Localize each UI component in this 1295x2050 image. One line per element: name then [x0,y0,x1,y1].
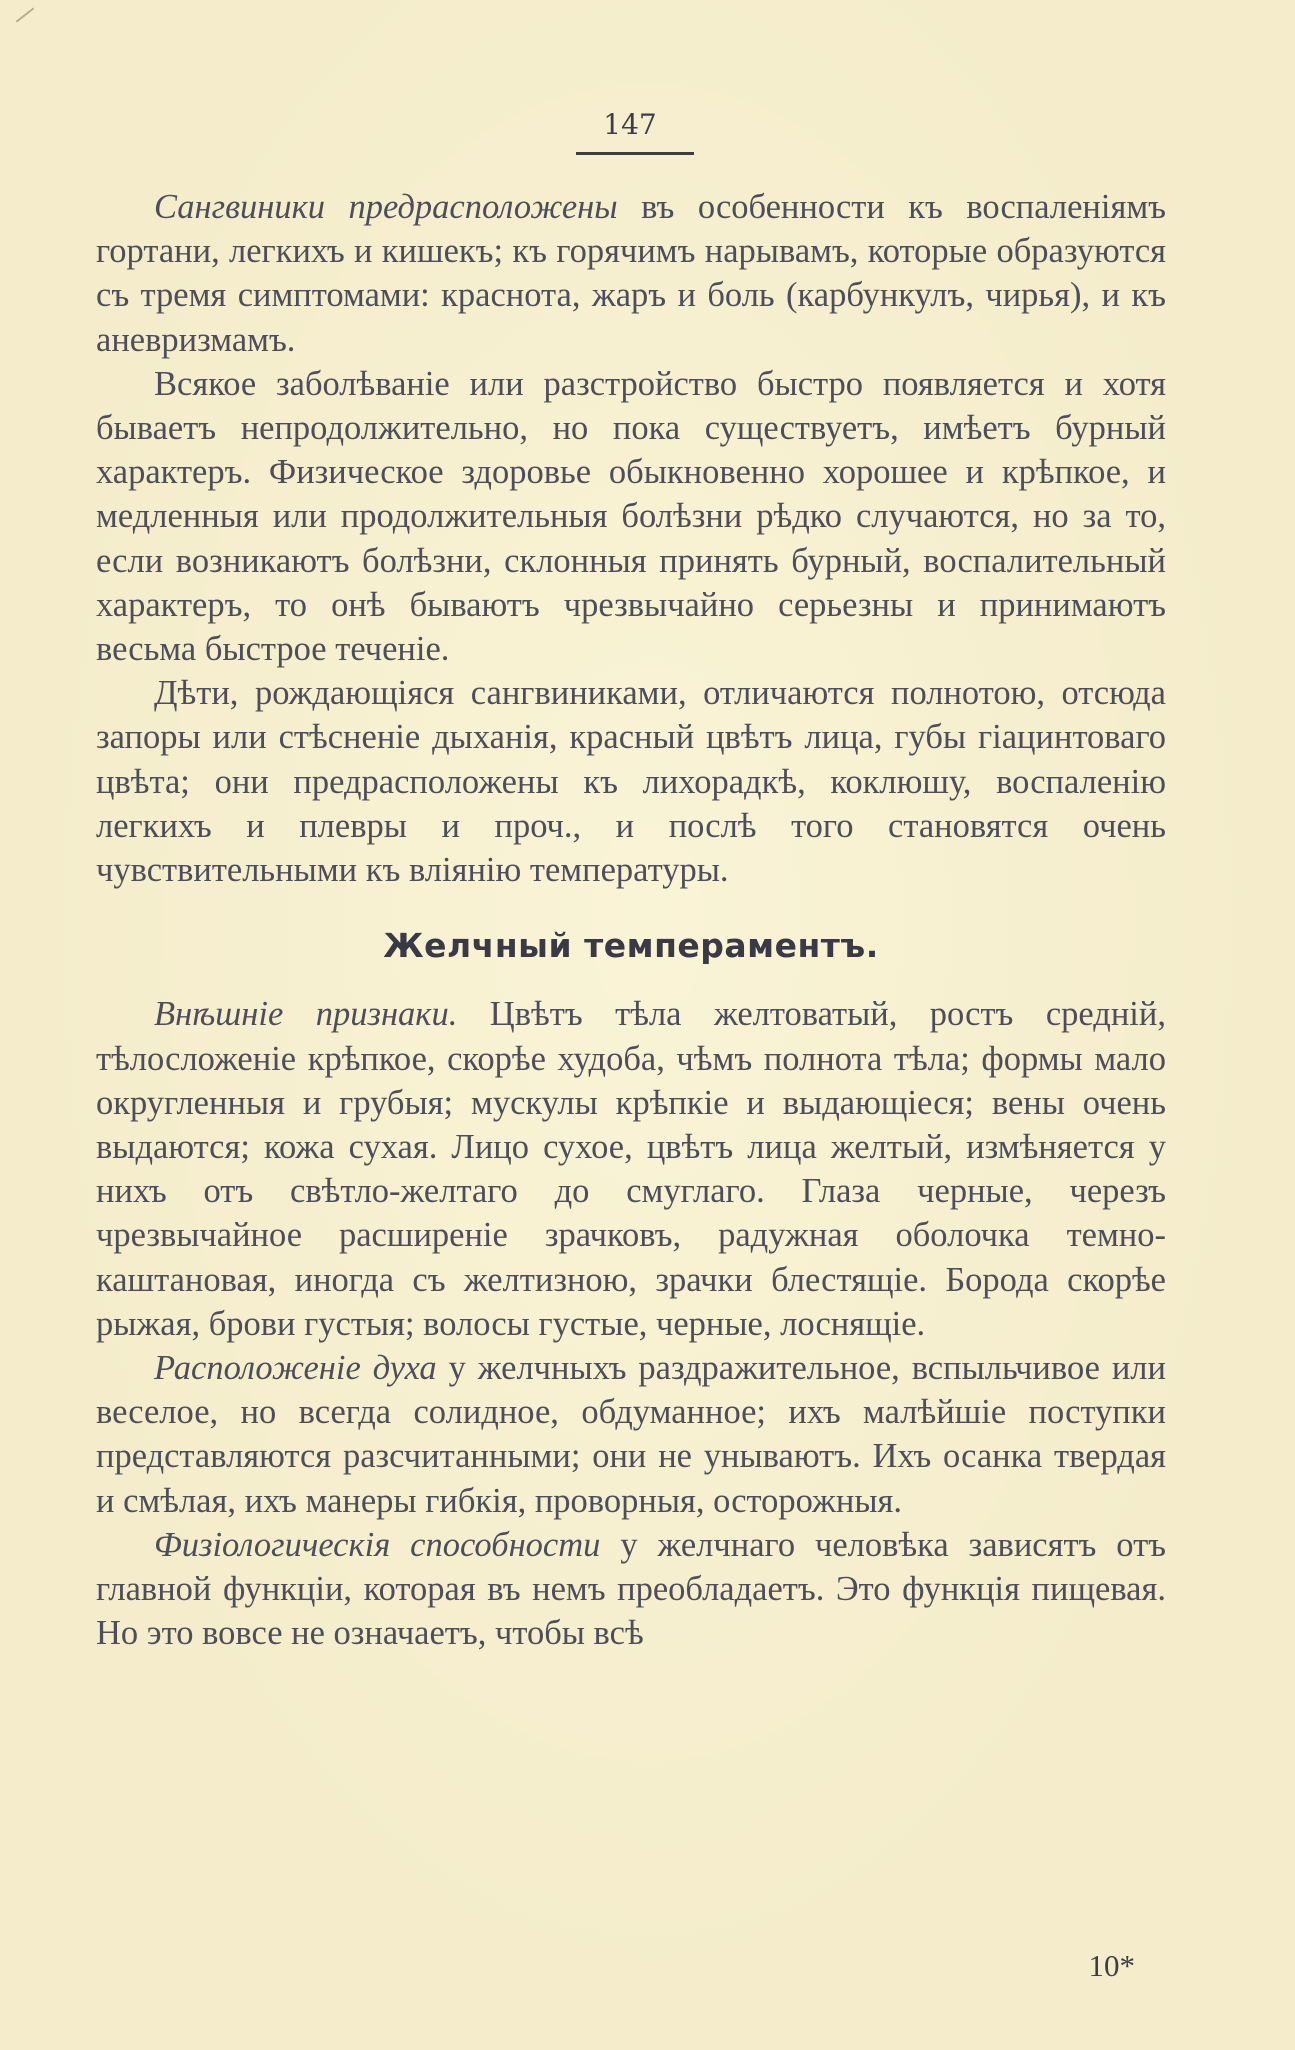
paragraph [96,992,1166,1346]
page-corner-mark [16,7,35,22]
paragraph-text: Цвѣтъ тѣла желтоватый, ростъ средній, тѣлосложеніе крѣпкое, скорѣе худоба, чѣмъ полнота тѣла; формы мало округленныя и грубыя; мускулы крѣпкіе и выдающіеся; вены очень выдаются; кожа сухая. Лицо сухое, цвѣтъ лица желтый, измѣняется у нихъ отъ свѣтло-желтаго до смуглаго. Глаза черные, черезъ чрезвычайное расширеніе зрачковъ, радужная оболочка темно-каштановая, иногда съ желтизною, зрачки блестящіе. Борода скорѣе рыжая, брови густыя; волосы густые, черные, лоснящіе. [96,995,1166,1343]
paragraph [96,1523,1166,1656]
paragraph [96,671,1166,892]
page-body [96,185,1166,1656]
page-number: 147 [603,108,657,141]
page-number-rule [576,152,694,155]
paragraph [96,362,1166,671]
paragraph-text: у желчныхъ раздражительное, вспыльчивое или веселое, но всегда солидное, обдуманное; ихъ малѣйшіе поступки представляются разсчитанными; они не унываютъ. Ихъ осанка твердая и смѣлая, ихъ манеры гибкія, проворныя, осторожныя. [96,1349,1166,1520]
paragraph-lead: Сангвиники предрасположены [154,188,618,226]
paragraph-lead: Внѣшніе признаки. [154,995,458,1034]
paragraph-text: Дѣти, рождающіяся сангвиниками, отличаются полнотою, отсюда запоры или стѣсненіе дыханія, красный цвѣтъ лица, губы гіацинтоваго цвѣта; они предрасположены къ лихорадкѣ, коклюшу, воспаленію легкихъ и плевры и проч., и послѣ того становятся очень чувствительными къ вліянію температуры. [96,674,1166,890]
signature-mark: 10* [1088,1948,1135,1983]
paragraph-lead: Физіологическія способности [154,1525,601,1564]
paragraph-text: у желчнаго человѣка зависятъ отъ главной функціи, которая въ немъ преобладаетъ. Это функція пищевая. Но это вовсе не означаетъ, чтобы всѣ [96,1525,1167,1653]
paragraph [96,1346,1166,1523]
paragraph-text: Всякое заболѣваніе или разстройство быстро появляется и хотя бываетъ непродолжительно, но пока существуетъ, имѣетъ бурный характеръ. Физическое здоровье обыкновенно хорошее и крѣпкое, и медленныя или продолжительныя болѣзни рѣдко случаются, но за то, если возникаютъ болѣзни, склонныя принять бурный, воспалительный характеръ, то онѣ бываютъ чрезвычайно серьезны и принимаютъ весьма быстрое теченіе. [96,364,1166,669]
paragraph-text: въ особенности къ воспаленіямъ гортани, легкихъ и кишекъ; къ горячимъ нарывамъ, которые образуются съ тремя симптомами: краснота, жаръ и боль (карбункулъ, чирья), и къ аневризмамъ. [96,188,1166,359]
paragraph [96,185,1166,362]
paragraph-lead: Расположеніе духа [154,1349,437,1388]
section-heading: Желчный темпераментъ. [383,926,879,966]
